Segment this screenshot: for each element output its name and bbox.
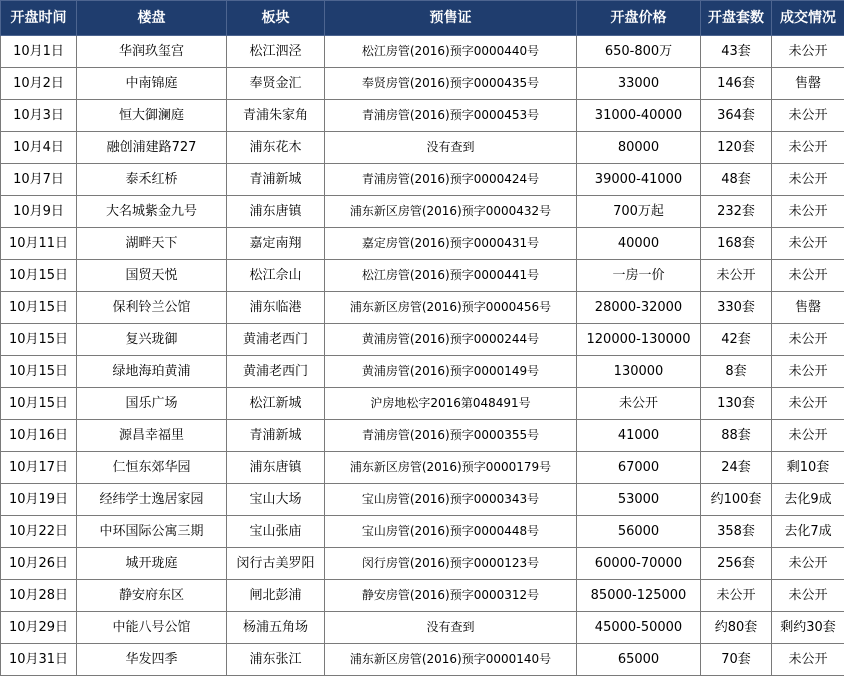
table-row xyxy=(1,516,844,548)
cell-presale-license: 嘉定房管(2016)预字0000431号 xyxy=(325,228,577,260)
cell-sales-status: 未公开 xyxy=(772,164,844,196)
cell-open-date: 10月15日 xyxy=(1,388,77,420)
cell-district: 浦东张江 xyxy=(227,644,325,676)
cell-district: 青浦新城 xyxy=(227,420,325,452)
cell-open-price: 65000 xyxy=(577,644,701,676)
cell-project: 源昌幸福里 xyxy=(77,420,227,452)
cell-presale-license: 静安房管(2016)预字0000312号 xyxy=(325,580,577,612)
cell-project: 中能八号公馆 xyxy=(77,612,227,644)
header-project: 楼盘 xyxy=(77,1,227,36)
cell-open-date: 10月28日 xyxy=(1,580,77,612)
table-row xyxy=(1,36,844,68)
table-row xyxy=(1,484,844,516)
cell-units: 约100套 xyxy=(701,484,772,516)
cell-project: 中环国际公寓三期 xyxy=(77,516,227,548)
cell-district: 嘉定南翔 xyxy=(227,228,325,260)
cell-open-date: 10月7日 xyxy=(1,164,77,196)
table-row xyxy=(1,612,844,644)
cell-units: 88套 xyxy=(701,420,772,452)
cell-open-date: 10月31日 xyxy=(1,644,77,676)
cell-presale-license: 浦东新区房管(2016)预字0000140号 xyxy=(325,644,577,676)
cell-presale-license: 宝山房管(2016)预字0000448号 xyxy=(325,516,577,548)
cell-presale-license: 松江房管(2016)预字0000440号 xyxy=(325,36,577,68)
cell-units: 120套 xyxy=(701,132,772,164)
cell-sales-status: 剩约30套 xyxy=(772,612,844,644)
table-row xyxy=(1,68,844,100)
cell-presale-license: 青浦房管(2016)预字0000424号 xyxy=(325,164,577,196)
cell-open-price: 56000 xyxy=(577,516,701,548)
header-open-price: 开盘价格 xyxy=(577,1,701,36)
table-row xyxy=(1,260,844,292)
cell-project: 华润玖玺宫 xyxy=(77,36,227,68)
header-sales-status: 成交情况 xyxy=(772,1,844,36)
cell-units: 约80套 xyxy=(701,612,772,644)
cell-units: 8套 xyxy=(701,356,772,388)
cell-open-date: 10月26日 xyxy=(1,548,77,580)
cell-open-price: 130000 xyxy=(577,356,701,388)
cell-district: 黄浦老西门 xyxy=(227,324,325,356)
cell-district: 青浦朱家角 xyxy=(227,100,325,132)
table-row xyxy=(1,548,844,580)
cell-open-price: 700万起 xyxy=(577,196,701,228)
cell-open-date: 10月15日 xyxy=(1,260,77,292)
cell-project: 保利铃兰公馆 xyxy=(77,292,227,324)
cell-project: 大名城紫金九号 xyxy=(77,196,227,228)
cell-project: 复兴珑御 xyxy=(77,324,227,356)
cell-district: 杨浦五角场 xyxy=(227,612,325,644)
cell-project: 华发四季 xyxy=(77,644,227,676)
cell-open-price: 85000-125000 xyxy=(577,580,701,612)
cell-open-price: 650-800万 xyxy=(577,36,701,68)
cell-open-price: 120000-130000 xyxy=(577,324,701,356)
cell-units: 42套 xyxy=(701,324,772,356)
table-row xyxy=(1,452,844,484)
table-row xyxy=(1,228,844,260)
cell-open-price: 67000 xyxy=(577,452,701,484)
cell-presale-license: 浦东新区房管(2016)预字0000456号 xyxy=(325,292,577,324)
cell-presale-license: 青浦房管(2016)预字0000453号 xyxy=(325,100,577,132)
cell-open-price: 53000 xyxy=(577,484,701,516)
cell-open-price: 80000 xyxy=(577,132,701,164)
table-row xyxy=(1,196,844,228)
cell-open-price: 31000-40000 xyxy=(577,100,701,132)
cell-open-date: 10月29日 xyxy=(1,612,77,644)
cell-district: 闵行古美罗阳 xyxy=(227,548,325,580)
table-row xyxy=(1,420,844,452)
cell-units: 256套 xyxy=(701,548,772,580)
cell-district: 黄浦老西门 xyxy=(227,356,325,388)
cell-open-date: 10月17日 xyxy=(1,452,77,484)
cell-sales-status: 未公开 xyxy=(772,228,844,260)
cell-project: 泰禾红桥 xyxy=(77,164,227,196)
cell-units: 48套 xyxy=(701,164,772,196)
cell-open-price: 41000 xyxy=(577,420,701,452)
cell-district: 松江泗泾 xyxy=(227,36,325,68)
cell-presale-license: 浦东新区房管(2016)预字0000179号 xyxy=(325,452,577,484)
cell-project: 城开珑庭 xyxy=(77,548,227,580)
cell-sales-status: 未公开 xyxy=(772,420,844,452)
cell-open-date: 10月15日 xyxy=(1,292,77,324)
cell-district: 宝山大场 xyxy=(227,484,325,516)
table-row xyxy=(1,292,844,324)
table-row xyxy=(1,324,844,356)
cell-units: 43套 xyxy=(701,36,772,68)
cell-project: 国乐广场 xyxy=(77,388,227,420)
cell-district: 奉贤金汇 xyxy=(227,68,325,100)
cell-project: 经纬学士逸居家园 xyxy=(77,484,227,516)
cell-project: 融创浦建路727 xyxy=(77,132,227,164)
cell-open-price: 45000-50000 xyxy=(577,612,701,644)
cell-presale-license: 浦东新区房管(2016)预字0000432号 xyxy=(325,196,577,228)
table-row xyxy=(1,580,844,612)
cell-district: 松江新城 xyxy=(227,388,325,420)
cell-sales-status: 未公开 xyxy=(772,260,844,292)
cell-open-date: 10月15日 xyxy=(1,324,77,356)
cell-project: 静安府东区 xyxy=(77,580,227,612)
cell-presale-license: 没有查到 xyxy=(325,612,577,644)
cell-district: 闸北彭浦 xyxy=(227,580,325,612)
cell-district: 浦东唐镇 xyxy=(227,196,325,228)
cell-sales-status: 未公开 xyxy=(772,196,844,228)
cell-units: 146套 xyxy=(701,68,772,100)
cell-presale-license: 松江房管(2016)预字0000441号 xyxy=(325,260,577,292)
table-row xyxy=(1,356,844,388)
cell-units: 330套 xyxy=(701,292,772,324)
cell-units: 24套 xyxy=(701,452,772,484)
cell-sales-status: 未公开 xyxy=(772,36,844,68)
cell-presale-license: 青浦房管(2016)预字0000355号 xyxy=(325,420,577,452)
cell-district: 松江佘山 xyxy=(227,260,325,292)
cell-open-date: 10月2日 xyxy=(1,68,77,100)
cell-sales-status: 去化9成 xyxy=(772,484,844,516)
cell-sales-status: 去化7成 xyxy=(772,516,844,548)
cell-open-price: 39000-41000 xyxy=(577,164,701,196)
cell-open-price: 60000-70000 xyxy=(577,548,701,580)
cell-units: 未公开 xyxy=(701,260,772,292)
header-units: 开盘套数 xyxy=(701,1,772,36)
cell-district: 浦东花木 xyxy=(227,132,325,164)
cell-project: 中南锦庭 xyxy=(77,68,227,100)
cell-sales-status: 未公开 xyxy=(772,548,844,580)
cell-sales-status: 未公开 xyxy=(772,356,844,388)
cell-sales-status: 未公开 xyxy=(772,132,844,164)
cell-presale-license: 没有查到 xyxy=(325,132,577,164)
cell-sales-status: 未公开 xyxy=(772,100,844,132)
cell-open-price: 40000 xyxy=(577,228,701,260)
cell-presale-license: 闵行房管(2016)预字0000123号 xyxy=(325,548,577,580)
cell-open-date: 10月1日 xyxy=(1,36,77,68)
cell-open-date: 10月9日 xyxy=(1,196,77,228)
cell-open-price: 未公开 xyxy=(577,388,701,420)
cell-open-price: 33000 xyxy=(577,68,701,100)
header-district: 板块 xyxy=(227,1,325,36)
cell-sales-status: 售罄 xyxy=(772,68,844,100)
cell-presale-license: 黄浦房管(2016)预字0000149号 xyxy=(325,356,577,388)
table-row xyxy=(1,644,844,676)
cell-project: 仁恒东郊华园 xyxy=(77,452,227,484)
cell-open-date: 10月4日 xyxy=(1,132,77,164)
cell-sales-status: 未公开 xyxy=(772,580,844,612)
table-row xyxy=(1,388,844,420)
cell-district: 青浦新城 xyxy=(227,164,325,196)
cell-sales-status: 售罄 xyxy=(772,292,844,324)
cell-sales-status: 剩10套 xyxy=(772,452,844,484)
cell-project: 国贸天悦 xyxy=(77,260,227,292)
cell-presale-license: 黄浦房管(2016)预字0000244号 xyxy=(325,324,577,356)
cell-open-date: 10月15日 xyxy=(1,356,77,388)
cell-district: 宝山张庙 xyxy=(227,516,325,548)
cell-presale-license: 奉贤房管(2016)预字0000435号 xyxy=(325,68,577,100)
cell-open-date: 10月11日 xyxy=(1,228,77,260)
cell-units: 168套 xyxy=(701,228,772,260)
header-presale-license: 预售证 xyxy=(325,1,577,36)
cell-open-date: 10月16日 xyxy=(1,420,77,452)
cell-presale-license: 宝山房管(2016)预字0000343号 xyxy=(325,484,577,516)
cell-sales-status: 未公开 xyxy=(772,324,844,356)
cell-open-date: 10月22日 xyxy=(1,516,77,548)
header-open-date: 开盘时间 xyxy=(1,1,77,36)
cell-district: 浦东临港 xyxy=(227,292,325,324)
table-body xyxy=(1,36,844,676)
cell-open-price: 一房一价 xyxy=(577,260,701,292)
cell-open-date: 10月19日 xyxy=(1,484,77,516)
table-header-row xyxy=(1,1,844,36)
cell-sales-status: 未公开 xyxy=(772,388,844,420)
cell-project: 恒大御澜庭 xyxy=(77,100,227,132)
cell-units: 232套 xyxy=(701,196,772,228)
table-row xyxy=(1,132,844,164)
cell-units: 130套 xyxy=(701,388,772,420)
cell-presale-license: 沪房地松字2016第048491号 xyxy=(325,388,577,420)
cell-district: 浦东唐镇 xyxy=(227,452,325,484)
table-row xyxy=(1,164,844,196)
cell-project: 湖畔天下 xyxy=(77,228,227,260)
cell-open-date: 10月3日 xyxy=(1,100,77,132)
cell-units: 364套 xyxy=(701,100,772,132)
table-row xyxy=(1,100,844,132)
cell-units: 358套 xyxy=(701,516,772,548)
cell-units: 未公开 xyxy=(701,580,772,612)
cell-sales-status: 未公开 xyxy=(772,644,844,676)
cell-units: 70套 xyxy=(701,644,772,676)
cell-project: 绿地海珀黄浦 xyxy=(77,356,227,388)
cell-open-price: 28000-32000 xyxy=(577,292,701,324)
